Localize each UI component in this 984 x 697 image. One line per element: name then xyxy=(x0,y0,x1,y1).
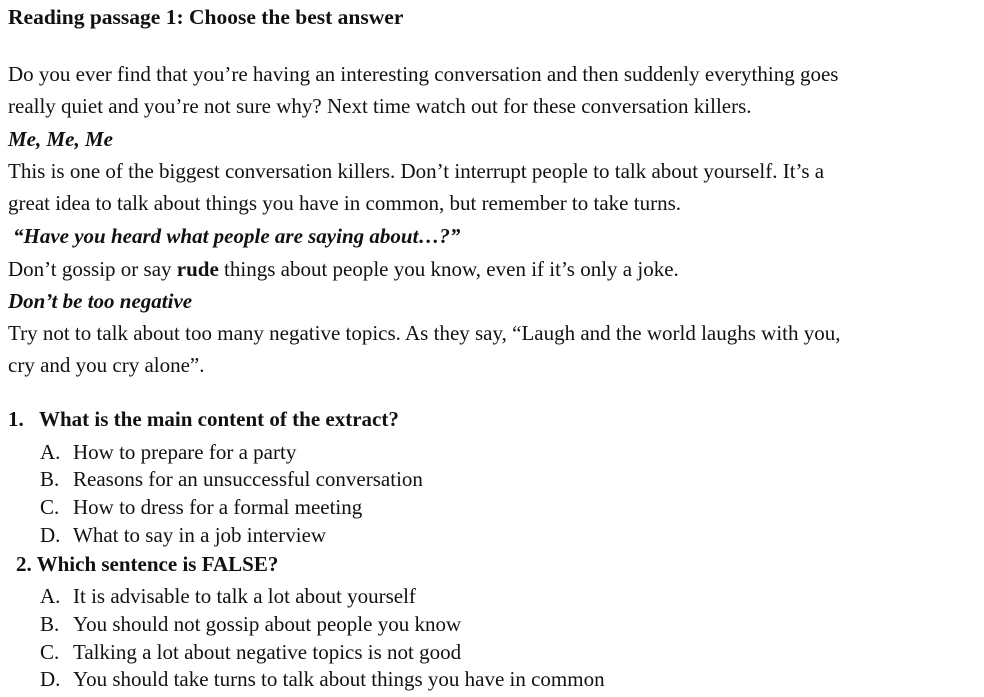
question-2-option-a[interactable] xyxy=(40,584,416,609)
question-1-number: 1. xyxy=(8,407,24,431)
option-letter: D. xyxy=(40,667,61,691)
option-letter: B. xyxy=(40,612,60,636)
section-3-line-2: cry and you cry alone”. xyxy=(8,353,205,377)
section-3-line-1: Try not to talk about too many negative topics. As they say, “Laugh and the world laughs with you, xyxy=(8,321,841,345)
question-2-number: 2. xyxy=(16,552,32,576)
option-text: Talking a lot about negative topics is not good xyxy=(73,640,462,664)
section-2-text-before: Don’t gossip or say xyxy=(8,257,177,281)
emphasis-rude: rude xyxy=(176,257,219,281)
intro-line-2: really quiet and you’re not sure why? Next time watch out for these conversation killers. xyxy=(8,94,752,118)
option-text: It is advisable to talk a lot about yourself xyxy=(73,584,416,608)
option-text: You should take turns to talk about things you have in common xyxy=(73,667,605,691)
option-letter: C. xyxy=(40,640,60,664)
question-1-option-b[interactable] xyxy=(40,467,423,492)
option-letter: C. xyxy=(40,495,60,519)
option-text: What to say in a job interview xyxy=(73,523,327,547)
option-letter: D. xyxy=(40,523,61,547)
section-2-text-after: things about people you know, even if it’s only a joke. xyxy=(218,257,679,281)
question-1-option-c[interactable] xyxy=(40,495,362,520)
question-2-option-c[interactable] xyxy=(40,640,461,665)
question-1-text: What is the main content of the extract? xyxy=(39,407,399,431)
question-1-option-a[interactable] xyxy=(40,440,296,465)
passage-title: Reading passage 1: Choose the best answer xyxy=(8,5,404,29)
section-heading-gossip: “Have you heard what people are saying about…?” xyxy=(13,224,461,248)
section-heading-negative: Don’t be too negative xyxy=(8,289,193,313)
section-1-line-1: This is one of the biggest conversation killers. Don’t interrupt people to talk about yourself. It’s a xyxy=(8,159,825,183)
question-1 xyxy=(8,407,399,432)
option-letter: A. xyxy=(40,440,61,464)
section-2-line-1 xyxy=(8,257,679,282)
option-letter: A. xyxy=(40,584,61,608)
question-2 xyxy=(16,552,278,577)
option-text: Reasons for an unsuccessful conversation xyxy=(73,467,423,491)
question-2-text: Which sentence is FALSE? xyxy=(36,552,279,576)
question-2-option-b[interactable] xyxy=(40,612,461,637)
option-text: How to prepare for a party xyxy=(73,440,297,464)
option-text: How to dress for a formal meeting xyxy=(73,495,363,519)
section-1-line-2: great idea to talk about things you have in common, but remember to take turns. xyxy=(8,191,681,215)
question-2-option-d[interactable] xyxy=(40,667,605,692)
intro-line-1: Do you ever find that you’re having an interesting conversation and then suddenly everything goes xyxy=(8,62,839,86)
question-1-option-d[interactable] xyxy=(40,523,326,548)
section-heading-me-me-me: Me, Me, Me xyxy=(8,127,113,151)
option-text: You should not gossip about people you know xyxy=(73,612,462,636)
option-letter: B. xyxy=(40,467,60,491)
